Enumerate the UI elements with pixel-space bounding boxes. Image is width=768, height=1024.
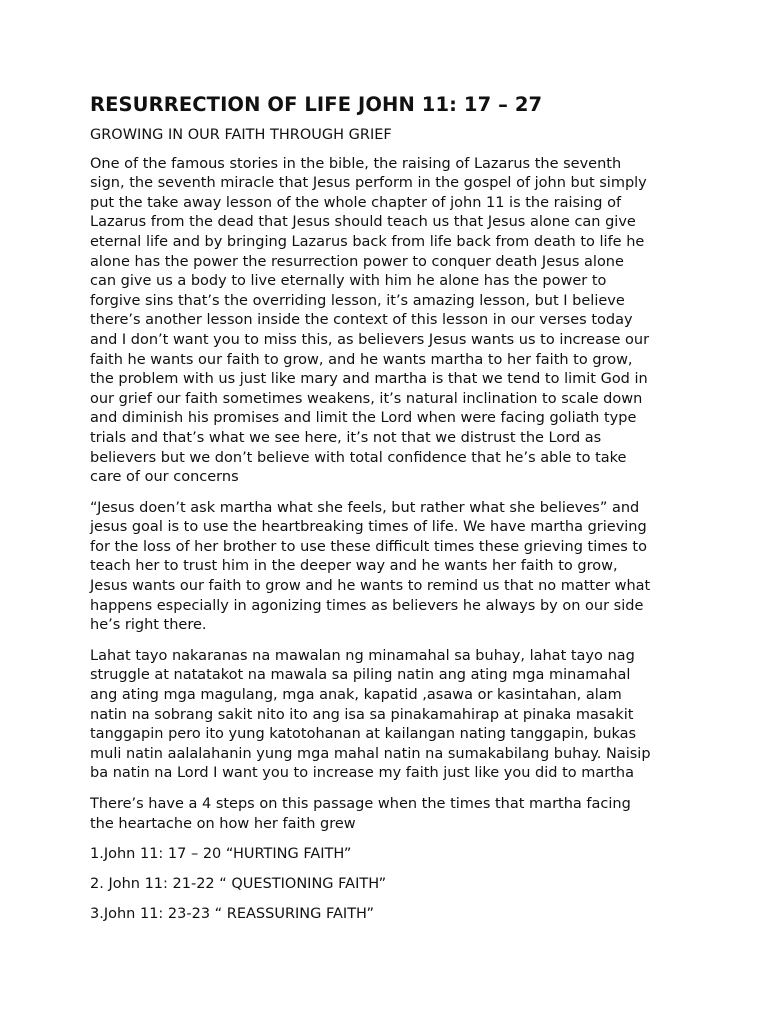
paragraph-line: and diminish his promises and limit the Lord when were facing goliath type xyxy=(90,410,637,427)
paragraph-line: ba natin na Lord I want you to increase my faith just like you did to martha xyxy=(90,765,634,782)
paragraph-line: ang ating mga magulang, mga anak, kapatid ,asawa or kasintahan, alam xyxy=(90,687,622,704)
paragraph-line: muli natin aalalahanin yung mga mahal natin na sumakabilang buhay. Naisip xyxy=(90,745,651,762)
paragraph-line: there’s another lesson inside the context of this lesson in our verses today xyxy=(90,312,633,329)
paragraph-line: can give us a body to live eternally with him he alone has the power to xyxy=(90,273,607,290)
paragraph-line: There’s have a 4 steps on this passage when the times that martha facing xyxy=(90,796,631,812)
paragraph-line: jesus goal is to use the heartbreaking times of life. We have martha grieving xyxy=(90,519,647,536)
paragraph-line: One of the famous stories in the bible, the raising of Lazarus the seventh xyxy=(90,155,622,172)
paragraph-line: natin na sobrang sakit nito ito ang isa sa pinakamahirap at pinaka masakit xyxy=(90,706,634,723)
step-item: 2. John 11: 21-22 “ QUESTIONING FAITH” xyxy=(90,876,387,893)
paragraph-line: Jesus wants our faith to grow and he wants to remind us that no matter what xyxy=(90,578,651,595)
body-paragraph xyxy=(90,795,690,834)
paragraph-line: believers but we don’t believe with total confidence that he’s able to take xyxy=(90,449,627,466)
paragraph-line: struggle at natatakot na mawala sa piling natin ang ating mga minamahal xyxy=(90,667,631,684)
paragraph-line: care of our concerns xyxy=(90,469,239,486)
paragraph-line: the problem with us just like mary and martha is that we tend to limit God in xyxy=(90,371,648,388)
paragraph-line: Lahat tayo nakaranas na mawalan ng minamahal sa buhay, lahat tayo nag xyxy=(90,647,635,664)
step-item: 1.John 11: 17 – 20 “HURTING FAITH” xyxy=(90,846,352,863)
paragraph-line: he’s right there. xyxy=(90,617,207,634)
paragraph-line: put the take away lesson of the whole chapter of john 11 is the raising of xyxy=(90,194,622,211)
body-paragraphs xyxy=(90,155,690,835)
step-item: 3.John 11: 23-23 “ REASSURING FAITH” xyxy=(90,906,375,923)
paragraph-line: teach her to trust him in the deeper way and he wants her faith to grow, xyxy=(90,558,618,575)
document-subtitle: GROWING IN OUR FAITH THROUGH GRIEF xyxy=(90,127,392,143)
document-page xyxy=(90,92,690,935)
paragraph-line: happens especially in agonizing times as believers he always by on our side xyxy=(90,597,644,614)
paragraph-line: the heartache on how her faith grew xyxy=(90,815,356,832)
paragraph-line: tanggapin pero ito yung katotohanan at kailangan nating tanggapin, bukas xyxy=(90,726,637,743)
paragraph-line: “Jesus doen’t ask martha what she feels, but rather what she believes” and xyxy=(90,499,640,516)
paragraph-line: our grief our faith sometimes weakens, it’s natural inclination to scale down xyxy=(90,390,643,407)
paragraph-line: faith he wants our faith to grow, and he wants martha to her faith to grow, xyxy=(90,351,633,368)
paragraph-line: alone has the power the resurrection power to conquer death Jesus alone xyxy=(90,253,624,270)
paragraph-line: and I don’t want you to miss this, as believers Jesus wants us to increase our xyxy=(90,331,650,348)
document-title: RESURRECTION OF LIFE JOHN 11: 17 – 27 xyxy=(90,93,543,116)
paragraph-line: eternal life and by bringing Lazarus back from life back from death to life he xyxy=(90,233,645,250)
steps-list xyxy=(90,845,690,925)
paragraph-line: forgive sins that’s the overriding lesson, it’s amazing lesson, but I believe xyxy=(90,292,625,309)
body-paragraph xyxy=(90,155,690,488)
body-paragraph xyxy=(90,499,690,636)
paragraph-line: trials and that’s what we see here, it’s not that we distrust the Lord as xyxy=(90,429,602,446)
paragraph-line: for the loss of her brother to use these difficult times these grieving times to xyxy=(90,538,647,555)
paragraph-line: sign, the seventh miracle that Jesus perform in the gospel of john but simply xyxy=(90,175,647,192)
body-paragraph xyxy=(90,647,690,784)
paragraph-line: Lazarus from the dead that Jesus should teach us that Jesus alone can give xyxy=(90,214,636,231)
